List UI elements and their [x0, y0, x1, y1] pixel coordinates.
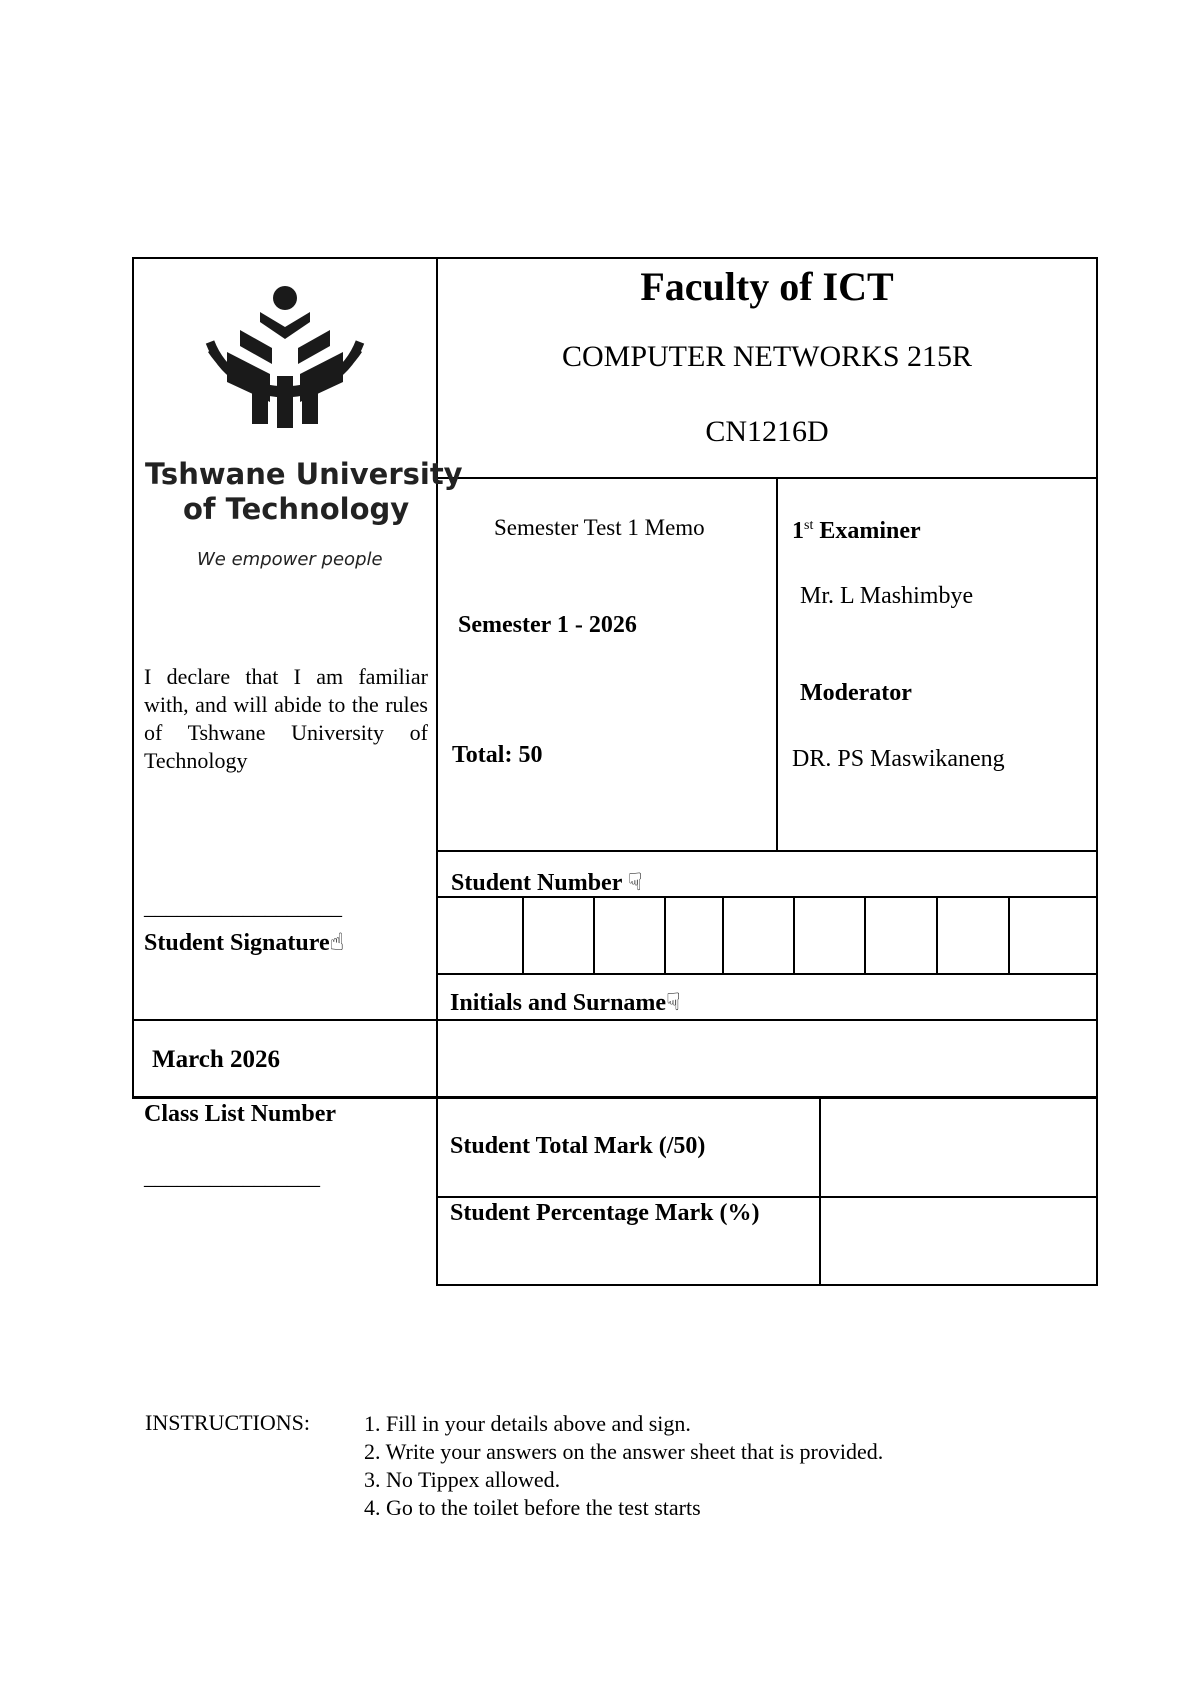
- student-number-label: Student Number ☟: [451, 868, 643, 896]
- module-name: COMPUTER NETWORKS 215R: [561, 340, 973, 373]
- class-list-line[interactable]: ________________: [144, 1164, 320, 1189]
- initials-surname-field[interactable]: [438, 1022, 1096, 1095]
- instruction-item: 2. Write your answers on the answer sheet that is provided.: [364, 1439, 884, 1464]
- number-box-divider: [1008, 896, 1010, 973]
- number-box-divider: [793, 896, 795, 973]
- moderator-name: DR. PS Maswikaneng: [792, 746, 1005, 772]
- percentage-mark-field[interactable]: [822, 1199, 1096, 1284]
- signature-label[interactable]: Student Signature☝: [144, 928, 345, 956]
- column-divider: [436, 257, 438, 1286]
- pointing-hand-icon: ☟: [666, 988, 681, 1016]
- number-box-divider: [593, 896, 595, 973]
- pointing-hand-icon: ☟: [627, 868, 643, 896]
- semester-label: Semester 1 - 2026: [458, 612, 637, 638]
- examiner-name: Mr. L Mashimbye: [800, 583, 974, 609]
- instruction-item: 1. Fill in your details above and sign.: [364, 1411, 691, 1436]
- instruction-item: 3. No Tippex allowed.: [364, 1467, 561, 1492]
- total-mark-label: Student Total Mark (/50): [450, 1133, 706, 1159]
- moderator-heading: Moderator: [800, 680, 912, 706]
- test-name: Semester Test 1 Memo: [494, 515, 705, 540]
- number-box-divider: [664, 896, 666, 973]
- instructions-list: [364, 1410, 883, 1522]
- student-number-boxes[interactable]: [436, 896, 1098, 973]
- pointing-hand-icon: ☝: [329, 928, 345, 956]
- number-box-divider: [864, 896, 866, 973]
- logo-name-line2: of Technology: [183, 492, 410, 526]
- number-box-divider: [722, 896, 724, 973]
- signature-line: __________________: [144, 894, 342, 919]
- percentage-mark-label: Student Percentage Mark (%): [450, 1200, 760, 1226]
- declaration-text: I declare that I am familiar with, and will abide to the rules of Tshwane University of Technology: [144, 664, 428, 773]
- module-code: CN1216D: [705, 415, 829, 448]
- instructions-heading: INSTRUCTIONS:: [145, 1410, 311, 1435]
- logo-tagline: We empower people: [197, 549, 383, 570]
- class-list-label: Class List Number: [144, 1101, 337, 1127]
- tut-crest-icon: [140, 282, 430, 452]
- examiner-heading: 1st Examiner: [792, 518, 921, 544]
- logo-name-line1: Tshwane University: [145, 457, 463, 491]
- instruction-item: 4. Go to the toilet before the test starts: [364, 1495, 701, 1520]
- number-box-divider: [522, 896, 524, 973]
- number-box-divider: [936, 896, 938, 973]
- total-mark-field[interactable]: [822, 1099, 1096, 1196]
- faculty-title: Faculty of ICT: [640, 264, 894, 309]
- total-label: Total: 50: [452, 742, 543, 768]
- initials-surname-label: Initials and Surname☟: [450, 988, 681, 1016]
- exam-date: March 2026: [152, 1046, 280, 1073]
- university-logo: [140, 282, 463, 582]
